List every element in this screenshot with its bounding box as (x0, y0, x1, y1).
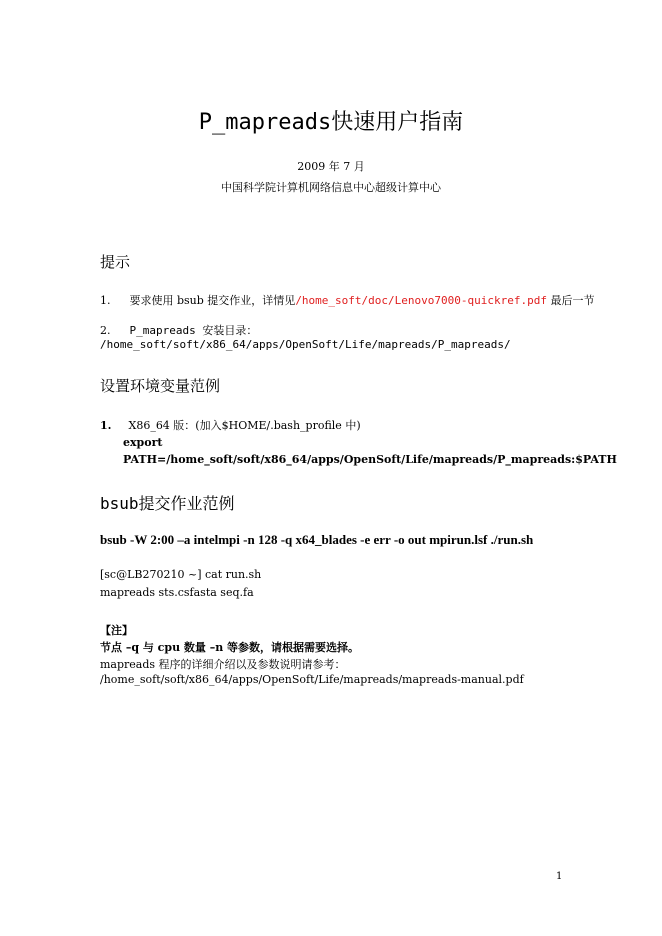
document-title: P_mapreads快速用户指南 (198, 110, 464, 135)
section-heading-env: 设置环境变量范例 (100, 377, 221, 395)
tip-item-2-text: P_mapreads 安装目录： (129, 324, 258, 337)
env-item-1-number: 1. (100, 419, 112, 432)
section-heading-bsub: bsub提交作业范例 (100, 494, 235, 513)
env-item-1 (100, 417, 361, 433)
page-number: 1 (556, 871, 563, 882)
tip-item-1-suffix: 最后一节 (546, 294, 595, 307)
document-organization: 中国科学院计算机网络信息中心超级计算中心 (221, 181, 441, 194)
install-path: /home_soft/soft/x86_64/apps/OpenSoft/Life/mapreads/P_mapreads/ (100, 338, 511, 351)
bsub-command: bsub -W 2:00 –a intelmpi -n 128 -q x64_blades -e err -o out mpirun.lsf ./run.sh (100, 532, 534, 547)
run-line: mapreads sts.csfasta seq.fa (100, 586, 254, 599)
manual-path: /home_soft/soft/x86_64/apps/OpenSoft/Life/mapreads/mapreads-manual.pdf (100, 673, 524, 686)
section-heading-tips: 提示 (100, 253, 131, 271)
export-keyword: export (123, 436, 163, 449)
tip-item-2-number: 2. (100, 324, 111, 337)
tip-item-1 (100, 292, 594, 308)
tip-item-1-number: 1. (100, 294, 111, 307)
tip-item-2 (100, 322, 257, 338)
shell-line: [sc@LB270210 ~] cat run.sh (100, 568, 262, 581)
note-text: mapreads 程序的详细介绍以及参数说明请参考： (100, 658, 346, 671)
note-title: 【注】 (100, 624, 133, 637)
tip-item-1-text: 要求使用 bsub 提交作业，详情见 (129, 294, 296, 307)
env-item-1-text: X86_64 版：(加入$HOME/.bash_profile 中) (128, 419, 361, 432)
note-emphasis: 节点 –q 与 cpu 数量 –n 等参数，请根据需要选择。 (100, 641, 360, 654)
export-path: PATH=/home_soft/soft/x86_64/apps/OpenSoft/Life/mapreads/P_mapreads:$PATH (123, 453, 617, 466)
quickref-link[interactable]: /home_soft/doc/Lenovo7000-quickref.pdf (295, 294, 547, 307)
document-date: 2009 年 7 月 (297, 160, 365, 173)
